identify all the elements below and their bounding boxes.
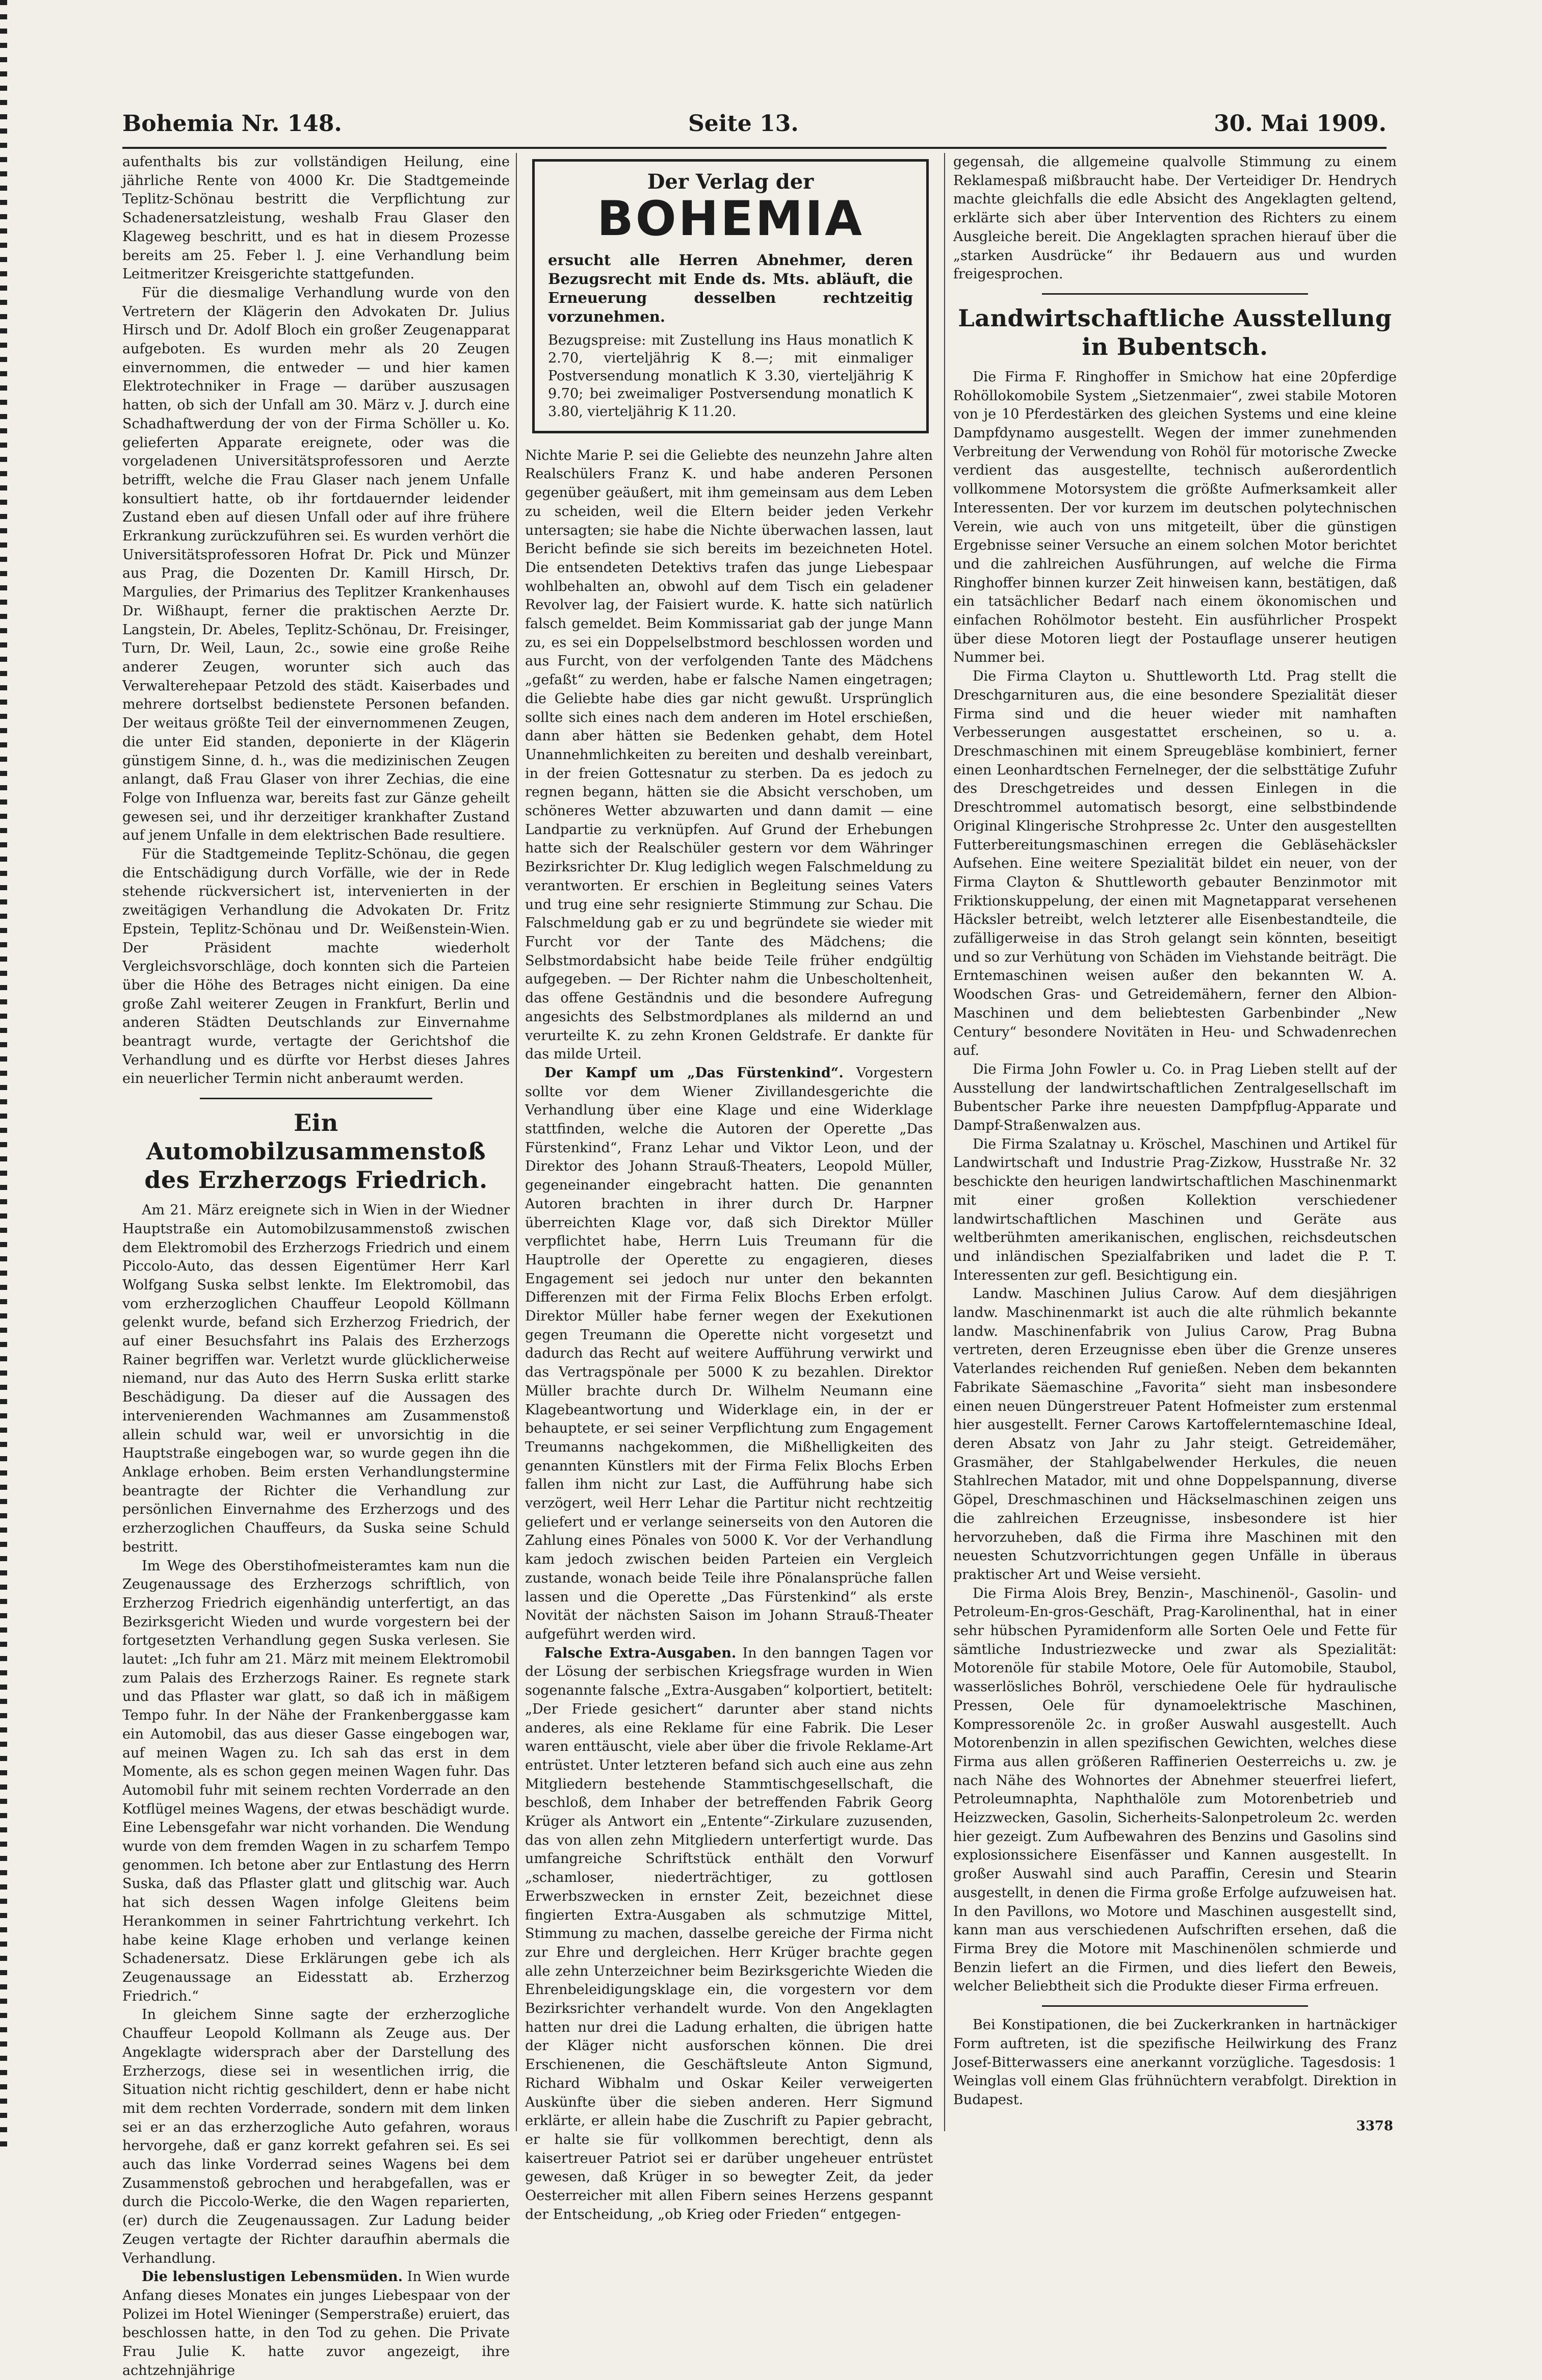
paragraph: Im Wege des Oberstihofmeisteramtes kam nun die Zeugenaussage des Erzherzogs schriftlich, von Erzherzog Friedrich eigenhändig unterfertigt, an das Bezirksgericht Wieden und wurde vorgestern bei der fortgesetzten Verhandlung gegen Suska verlesen. Sie lautet: „Ich fuhr am 21. März mit meinem Elektromobil zum Palais des Erzherzogs Rainer. Es regnete stark und das Pflaster war glatt, so daß ich in mäßigem Tempo fuhr. In der Nähe der Frankenberggasse kam ein Automobil, das aus dieser Gasse eingebogen war, auf meinen Wagen zu. Ich sah das erst in dem Momente, als es schon gegen meinen Wagen fuhr. Das Automobil fuhr mit seinem rechten Vorderrade an den Kotflügel meines Wagens, der etwas beschädigt wurde. Eine Lebensgefahr war nicht vorhanden. Die Wendung wurde von dem fremden Wagen in zu scharfem Tempo genommen. Ich betone aber zur Entlastung des Herrn Suska, daß das Pflaster glatt und glitschig war. Auch hat sich dessen Wagen infolge Gleitens beim Herankommen in seiner Fahrtrichtung verkehrt. Ich habe keine Klage erhoben und verlange keinen Schadenersatz. Diese Erklärungen gebe ich als Zeugenaussage an Eidesstatt ab. Erzherzog Friedrich.“ [122, 1558, 510, 2004]
heading-line: des Erzherzogs Friedrich. [144, 1166, 488, 1194]
paragraph: Die Firma Szalatnay u. Kröschel, Maschinen und Artikel für Landwirtschaft und Industrie Prag-Zizkow, Husstraße Nr. 32 beschickte den heurigen landwirtschaftlichen Maschinenmarkt mit einer großen Kollektion verschiedener landwirtschaftlichen Maschinen und Geräte aus weltberühmten amerikanischen, englischen, reichsdeutschen und inländischen Spezialfabriken und ladet die P. T. Interessenten zur gefl. Besichtigung ein. [953, 1136, 1397, 1283]
heading-line: in Bubentsch. [1082, 332, 1268, 360]
header-rule [122, 147, 1387, 149]
section-rule [1042, 293, 1308, 295]
article-heading [953, 304, 1397, 361]
paragraph-text: In Wien wurde Anfang dieses Monates ein junges Liebespaar von der Polizei im Hotel Wieninger (Semperstraße) eruiert, das beschlossen hatte, in den Tod zu gehen. Die Private Frau Julie K. hatte zuvor angezeigt, ihre achtzehnjährige [122, 2269, 510, 2378]
paragraph: Bei Konstipationen, die bei Zuckerkranken in hartnäckiger Form auftreten, ist die spezifische Heilwirkung des Franz Josef-Bitterwassers eine anerkannt vorzügliche. Tagesdosis: 1 Weinglas voll einem Glas frühnüchtern verabfolgt. Direktion in Budapest. [953, 2017, 1397, 2108]
section-rule [200, 1098, 432, 1099]
subheading: Die lebenslustigen Lebensmüden. [142, 2269, 403, 2285]
paragraph [525, 1644, 933, 2224]
subheading: Falsche Extra-Ausgaben. [544, 1645, 737, 1661]
paragraph: Für die diesmalige Verhandlung wurde von den Vertretern der Klägerin den Advokaten Dr. Julius Hirsch und Dr. Adolf Bloch ein großer Zeugenapparat aufgeboten. Es wurden mehr als 20 Zeugen einvernommen, die entweder — und hier kamen Elektrotechniker in Frage — darüber auszusagen hatten, ob sich der Unfall am 30. März v. J. durch eine Schadhaftwerdung der von der Firma Schöller u. Ko. gelieferten Apparate ereignete, oder was die vorgeladenen Universitätsprofessoren und Aerzte betrifft, welche die Frau Glaser nach jenem Unfalle konsultiert hatte, ob ihr fortdauernder leidender Zustand eben auf diesen Unfall oder auf ihre frühere Erkrankung zurückzuführen sei. Es wurden verhört die Universitätsprofessoren Hofrat Dr. Pick und Münzer aus Prag, die Dozenten Dr. Kamill Hirsch, Dr. Margulies, der Primarius des Teplitzer Krankenhauses Dr. Wißhaupt, ferner die praktischen Aerzte Dr. Langstein, Dr. Abeles, Teplitz-Schönau, Dr. Freisinger, Turn, Dr. Weil, Laun, 2c., sowie eine große Reihe anderer Zeugen, worunter sich auch das Verwalterehepaar Petzold des städt. Kaiserbades und mehrere dortselbst bedienstete Personen befanden. Der weitaus größte Teil der einvernommenen Zeugen, die unter Eid standen, deponierte in der Klägerin günstigem Sinne, d. h., was die medizinischen Zeugen anlangt, daß Frau Glaser von ihrer Zechias, die eine Folge von Influenza war, bereits fast zur Gänze geheilt gewesen sei, und ihr derzeitiger krankhafter Zustand auf jenem Unfalle in dem elektrischen Bade resultiere. [122, 284, 510, 844]
page-binding-edge [0, 0, 7, 2151]
section-rule [1042, 2005, 1308, 2007]
subheading: Der Kampf um „Das Fürstenkind“. [544, 1065, 844, 1081]
paragraph [122, 2268, 510, 2380]
ad-publisher-line: Der Verlag der [647, 170, 814, 194]
print-number: 3378 [1356, 2118, 1393, 2134]
paragraph-text: Vorgestern sollte vor dem Wiener Zivillandesgerichte die Verhandlung über eine Klage und eine Widerklage stattfinden, welche die Autoren der Operette „Das Fürstenkind“, Franz Lehar und Viktor Leon, und der Direktor des Johann Strauß-Theaters, Leopold Müller, gegeneinander eingebracht hatten. Die genannten Autoren brachten in ihrer durch Dr. Harpner überreichten Klage vor, daß sich Direktor Müller verpflichtet habe, Herrn Luis Treumann für die Hauptrolle der Operette zu engagieren, dieses Engagement sei jedoch nur unter den bekannten Differenzen mit der Firma Felix Blochs Erben erfolgt. Direktor Müller habe ferner wegen der Exekutionen gegen Treumann die Operette nicht vorgesetzt und dadurch das Recht auf weitere Aufführung verwirkt und das Vertragspönale per 5000 K zu bezahlen. Direktor Müller brachte durch Dr. Wilhelm Neumann eine Klagebeantwortung und Widerklage ein, in der er behauptete, er sei seiner Verpflichtung zum Engagement Treumanns nachgekommen, die Mißhelligkeiten des genannten Künstlers mit der Firma Felix Blochs Erben fallen ihm nicht zur Last, die Aufführung habe sich verzögert, weil Herr Lehar die Partitur nicht rechtzeitig geliefert und er verlange seinerseits von den Autoren die Zahlung eines Pönales von 5000 K. Vor der Verhandlung kam jedoch zwischen beiden Parteien ein Vergleich zustande, wonach beide Teile ihre Pönalansprüche fallen lassen und die Operette „Das Fürstenkind“ als erste Novität der nächsten Saison im Johann Strauß-Theater aufgeführt werden wird. [525, 1065, 933, 1642]
paragraph: Am 21. März ereignete sich in Wien in der Wiedner Hauptstraße ein Automobilzusammenstoß zwischen dem Elektromobil des Erzherzogs Friedrich und einem Piccolo-Auto, das dessen Eigentümer Herr Karl Wolfgang Suska selbst lenkte. Im Elektromobil, das vom erzherzoglichen Chauffeur Leopold Köllmann gelenkt wurde, befand sich Erzherzog Friedrich, der auf einer Besuchsfahrt ins Palais des Erzherzogs Rainer begriffen war. Verletzt wurde glücklicherweise niemand, nur das Auto des Herrn Suska erlitt starke Beschädigung. Da dieser auf die Aussagen des intervenierenden Wachmannes am Zusammenstoß allein schuld war, weil er unvorsichtig in die Hauptstraße eingebogen war, so wurde gegen ihn die Anklage erhoben. Beim ersten Verhandlungstermine beantragte der Richter die Verhandlung zur persönlichen Einvernahme des Erzherzogs und des erzherzoglichen Chauffeurs, da Suska seine Schuld bestritt. [122, 1202, 510, 1555]
column-2 [525, 153, 933, 2222]
advertisement-box [532, 159, 929, 433]
paragraph: Für die Stadtgemeinde Teplitz-Schönau, die gegen die Entschädigung durch Vorfälle, wie der in Rede stehende rückversichert ist, intervenierten in der zweitägigen Verhandlung die Advokaten Dr. Fritz Epstein, Teplitz-Schönau und Dr. Weißenstein-Wien. Der Präsident machte wiederholt Vergleichsvorschläge, doch konnten sich die Parteien über die Höhe des Betrages nicht einigen. Da eine große Zahl weiterer Zeugen in Frankfurt, Berlin und anderen Städten Deutschlands zur Einvernahme beantragt wurde, vertagte der Gerichtshof die Verhandlung und es dürfte vor Herbst dieses Jahres ein neuerlicher Termin nicht anberaumt werden. [122, 846, 510, 1087]
ad-prices: Bezugspreise: mit Zustellung ins Haus monatlich K 2.70, vierteljährig K 8.—; mit einmaliger Postversendung monatlich K 3.30, vierteljährig K 9.70; bei zweimaliger Postversendung monatlich K 3.80, vierteljährig K 11.20. [548, 332, 913, 420]
paragraph: Die Firma Clayton u. Shuttleworth Ltd. Prag stellt die Dreschgarnituren aus, die eine besondere Spezialität dieser Firma sind und die heuer wieder mit namhaften Verbesserungen ausgestattet erscheinen, so u. a. Dreschmaschinen mit einem Spreugebläse kombiniert, ferner einen Leonhardtschen Fernelneger, der die selbsttätige Zufuhr des Dreschgetreides und dessen Einlegen in die Dreschtrommel automatisch besorgt, eine selbstbindende Original Klingerische Strohpresse 2c. Unter den ausgestellten Futterbereitungsmaschinen erregen die Gebläsehäcksler Aufsehen. Eine weitere Spezialität bildet ein neuer, von der Firma Clayton & Shuttleworth gebauter Benzinmotor mit Friktionskuppelung, der einen mit Magnetapparat versehenen Häcksler betreibt, welch letzterer alle Eisenbestandteile, die zufälligerweise in das Stroh gelangt sein könnten, beseitigt und so zur Verhütung von Schäden im Viehstande beiträgt. Die Erntemaschinen weisen außer den bekannten W. A. Woodschen Gras- und Getreidemähern, ferner den Albion-Maschinen und dem beliebtesten Garbenbinder „New Century“ besondere Novitäten in Heu- und Schwadenrechen auf. [953, 668, 1397, 1059]
header-page-number: Seite 13. [688, 111, 799, 137]
column-3 [953, 153, 1397, 2131]
paragraph: Nichte Marie P. sei die Geliebte des neunzehn Jahre alten Realschülers Franz K. und habe anderen Personen gegenüber geäußert, mit ihm gemeinsam aus dem Leben zu scheiden, weil die Eltern beider jeden Verkehr untersagten; sie habe die Nichte überwachen lassen, laut Bericht befinde sie sich bereits im bezeichneten Hotel. Die entsendeten Detektivs trafen das junge Liebespaar wohlbehalten an, obwohl auf dem Tisch ein geladener Revolver lag, der Faisiert wurde. K. hatte sich natürlich falsch gemeldet. Beim Kommissariat gab der junge Mann zu, es sei ein Doppelselbstmord beschlossen worden und aus Furcht, von der verfolgenden Tante des Mädchens „gefaßt“ zu werden, habe er falsche Namen eingetragen; die Geliebte habe dies gar nicht gewußt. Ursprünglich sollte sich eines nach dem anderen im Hotel erschießen, dann aber hätten sie Bedenken gehabt, dem Hotel Unannehmlichkeiten zu bereiten und deshalb vereinbart, in der freien Gottesnatur zu sterben. Da es jedoch zu regnen begann, hätten sie die Absicht verschoben, um schöneres Wetter abzuwarten und dann damit — eine Landpartie zu verknüpfen. Auf Grund der Erhebungen hatte sich der Realschüler gestern vor dem Währinger Bezirksrichter Dr. Klug lediglich wegen Falschmeldung zu verantworten. Er erschien in Begleitung seines Vaters und trug eine sehr resignierte Stimmung zur Schau. Die Falschmeldung gab er zu und begründete sie wieder mit Furcht vor der Tante des Mädchens; die Selbstmordabsicht habe beide Teile früher endgültig aufgegeben. — Der Richter nahm die Unbescholtenheit, das offene Geständnis und die besondere Aufregung angesichts des Selbstmordplanes als mildernd an und verurteilte K. zu zehn Kronen Geldstrafe. Er dankte für das milde Urteil. [525, 447, 933, 1063]
ad-title: BOHEMIA [597, 191, 864, 247]
paragraph: aufenthalts bis zur vollständigen Heilung, eine jährliche Rente von 4000 Kr. Die Stadtgemeinde Teplitz-Schönau bestritt die Verpflichtung zur Schadenersatzleistung, weshalb Frau Glaser den Klageweg beschritt, und es hat in diesem Prozesse bereits am 25. Feber l. J. eine Verhandlung beim Leitmeritzer Kreisgerichte stattgefunden. [122, 154, 510, 282]
paragraph: Die Firma Alois Brey, Benzin-, Maschinenöl-, Gasolin- und Petroleum-En-gros-Geschäft, Prag-Karolinenthal, hat in einer sehr hübschen Pyramidenform alle Sorten Oele und Fette für sämtliche Industriezwecke und zwar als Spezialität: Motorenöle für stabile Motore, Oele für Automobile, Staubol, wasserlösliches Bohröl, verschiedene Oele für hydraulische Pressen, Oele für dynamoelektrische Maschinen, Kompressorenöle 2c. in großer Auswahl ausgestellt. Auch Motorenbenzin in allen spezifischen Gewichten, welches diese Firma aus allen größeren Raffinerien Oesterreichs u. zw. je nach Nähe des Wohnortes der Abnehmer steuerfrei liefert, Petroleumnaphta, Naphthalöle zum Motorenbetrieb und Heizzwecken, Gasolin, Sicherheits-Salonpetroleum 2c. werden hier gezeigt. Zum Aufbewahren des Benzins und Gasolins sind explosionssichere Eisenfässer und Kannen ausgestellt. In großer Auswahl sind auch Paraffin, Ceresin und Stearin ausgestellt, in denen die Firma große Erfolge aufzuweisen hat. In den Pavillons, wo Motore und Maschinen ausgestellt sind, kann man aus verschiedenen Aufschriften ersehen, daß die Firma Brey die Motore mit Maschinenölen schmierde und Benzin liefert an die Firmen, und dies liefert den Beweis, welcher Beliebtheit sich die Produkte dieser Firma erfreuen. [953, 1585, 1397, 1995]
column-divider [944, 153, 945, 2131]
page-header [122, 105, 1387, 145]
paragraph [525, 1064, 933, 1644]
column-divider [516, 153, 517, 2131]
header-date: 30. Mai 1909. [1214, 111, 1387, 137]
column-1 [122, 153, 510, 2378]
article-heading [122, 1108, 510, 1194]
paragraph-text: In den banngen Tagen vor der Lösung der serbischen Kriegsfrage wurden in Wien sogenannte falsche „Extra-Ausgaben“ kolportiert, betitelt: „Der Friede gesichert“ darunter aber stand nichts anderes, als eine Reklame für eine Fabrik. Die Leser waren enttäuscht, viele aber über die frivole Reklame-Art entrüstet. Unter letzteren befand sich auch eine aus zehn Mitgliedern bestehende Stammtischgesellschaft, die beschloß, dem Inhaber der betreffenden Fabrik Georg Krüger als Antwort ein „Entente“-Zirkulare zuzusenden, das von allen zehn Mitgliedern unterfertigt wurde. Das umfangreiche Schriftstück enthält den Vorwurf „schamloser, niederträchtiger, zu gottlosen Erwerbszwecken in ernster Zeit, bezeichnet diese fingierten Extra-Ausgaben als schmutzige Mittel, Stimmung zu machen, dasselbe gereiche der Firma nicht zur Ehre und dergleichen. Herr Krüger brachte gegen alle zehn Unterzeichner beim Bezirksgerichte Wieden die Ehrenbeleidigungsklage ein, die vorgestern vor dem Bezirksrichter verhandelt wurde. Von den Angeklagten hatten nur drei die Ladung erhalten, die übrigen hatte der Kläger nicht ausforschen können. Die drei Erschienenen, die Geschäftsleute Anton Sigmund, Richard Wibhalm und Oskar Keiler verweigerten Auskünfte über die sieben anderen. Herr Sigmund erklärte, er allein habe die Zuschrift zu Papier gebracht, er halte sie für vollkommen berechtigt, denn als kaisertreuer Patriot sei er darüber ungeheuer entrüstet gewesen, daß Krüger in so bewegter Zeit, da jeder Oesterreicher mit allen Fibern seines Herzens gespannt der Entscheidung, „ob Krieg oder Frieden“ entgegen- [525, 1645, 933, 2222]
paragraph: In gleichem Sinne sagte der erzherzogliche Chauffeur Leopold Kollmann als Zeuge aus. Der Angeklagte widersprach aber der Darstellung des Erzherzogs, diese sei in wesentlichen irrig, die Situation nicht richtig geschildert, denn er habe nicht mit dem rechten Vorderrade, sondern mit dem linken sei er an das erzherzogliche Auto gefahren, woraus hervorgehe, daß er ganz korrekt gefahren sei. Es sei auch das linke Vorderrad seines Wagens bei dem Zusammenstoß gebrochen und herabgefallen, was er durch die Piccolo-Werke, die den Wagen reparierten, (er) durch die Zeugenaussagen. Zur Ladung beider Zeugen vertagte der Richter daraufhin abermals die Verhandlung. [122, 2007, 510, 2266]
paragraph: gegensah, die allgemeine qualvolle Stimmung zu einem Reklamespaß mißbraucht habe. Der Verteidiger Dr. Hendrych machte gleichfalls die edle Absicht des Angeklagten geltend, erklärte sich aber über Intervention des Richters zu einem Ausgleiche bereit. Die Angeklagten sprachen hierauf über die „starken Ausdrücke“ ihr Bedauern aus und wurden freigesprochen. [953, 154, 1397, 282]
heading-line: Ein Automobilzusammenstoß [146, 1109, 486, 1166]
heading-line: Landwirtschaftliche Ausstellung [958, 304, 1392, 332]
ad-request: ersucht alle Herren Abnehmer, deren Bezugsrecht mit Ende ds. Mts. abläuft, die Erneuerung desselben rechtzeitig vorzunehmen. [548, 251, 913, 325]
paragraph: Landw. Maschinen Julius Carow. Auf dem diesjährigen landw. Maschinenmarkt ist auch die alte rühmlich bekannte landw. Maschinenfabrik von Julius Carow, Prag Bubna vertreten, deren Erzeugnisse eben über die Grenze unseres Vaterlandes reichenden Ruf genießen. Neben dem bekannten Fabrikate Säemaschine „Favorita“ sieht man insbesondere einen neuen Düngerstreuer Patent Hofmeister zum erstenmal hier ausgestellt. Ferner Carows Kartoffelerntemaschine Ideal, deren Absatz von Jahr zu Jahr steigt. Getreidemäher, Grasmäher, der Stahlgabelwender Herkules, die neuen Stahlrechen Matador, mit und ohne Doppelspannung, diverse Göpel, Dreschmaschinen und Häckselmaschinen zeigen uns die zahlreichen Erzeugnisse, insbesondere ist hier hervorzuheben, daß die Firma ihre Maschinen mit den neuesten Schutzvorrichtungen gegen Unfälle in überaus praktischer Art und Weise versieht. [953, 1286, 1397, 1583]
header-issue: Bohemia Nr. 148. [122, 111, 342, 137]
paragraph: Die Firma F. Ringhoffer in Smichow hat eine 20pferdige Rohöllokomobile System „Sietzenmaier“, zwei stabile Motoren von je 10 Pferdestärken des gleichen Systems und eine kleine Dampfdynamo ausgestellt. Wegen der immer zunehmenden Verbreitung der Verwendung von Rohöl für motorische Zwecke verdient das ausgestellte, technisch außerordentlich vollkommene Motorsystem die größte Aufmerksamkeit aller Interessenten. Der vor kurzem im deutschen polytechnischen Verein, wie auch von uns mitgeteilt, über die günstigen Ergebnisse seiner Versuche an einem solchen Motor berichtet und die zahlreichen Ausführungen, auf welche die Firma Ringhoffer binnen kurzer Zeit hinweisen kann, bestätigen, daß ein tatsächlicher Bedarf nach einem ökonomischen und einfachen Rohölmotor besteht. Ein ausführlicher Prospekt über diese Motoren liegt der Postauflage unserer heutigen Nummer bei. [953, 369, 1397, 666]
paragraph: Die Firma John Fowler u. Co. in Prag Lieben stellt auf der Ausstellung der landwirtschaftlichen Zentralgesellschaft im Bubentscher Parke ihre neuesten Dampfpflug-Apparate und Dampf-Straßenwalzen aus. [953, 1061, 1397, 1134]
